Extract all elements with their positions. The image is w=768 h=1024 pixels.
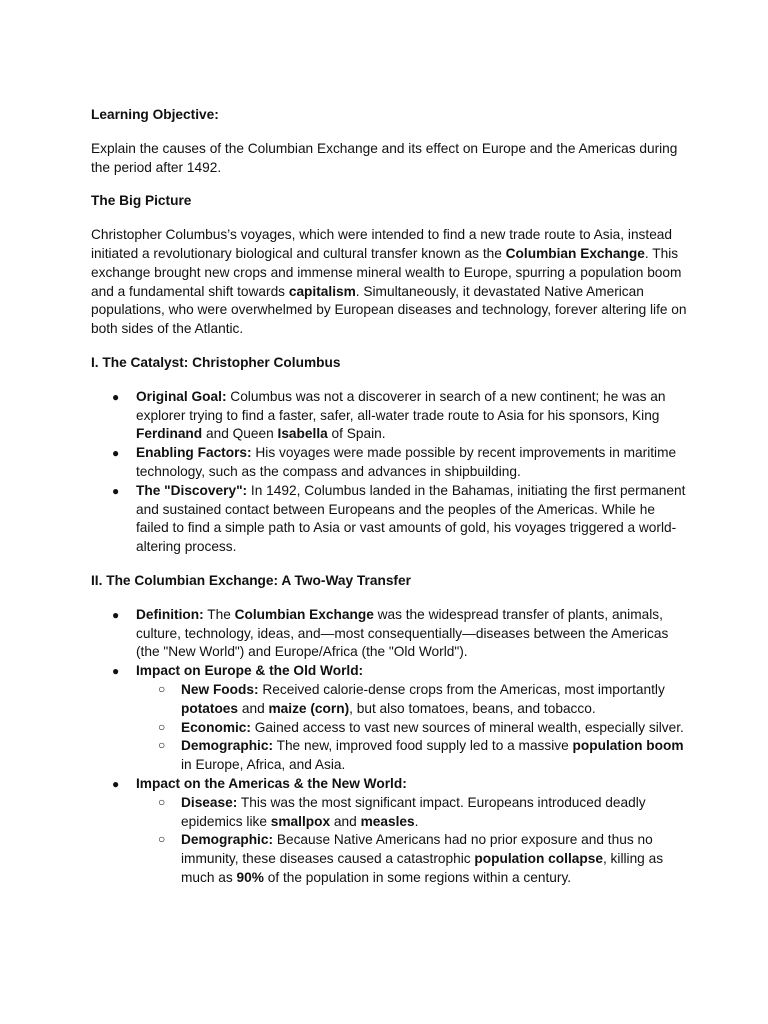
bullet-icon: ● (112, 483, 120, 498)
sublist-item-disease: ○ Disease: This was the most significant impact. Europeans introduced deadly epidemics like smallpox and measles. (158, 794, 646, 829)
section-catalyst-heading: I. The Catalyst: Christopher Columbus (91, 354, 341, 370)
bullet-icon: ● (112, 664, 120, 679)
sublist-item-demographic-americas: ○ Demographic: Because Native Americans had no prior exposure and thus no immunity, these diseases caused a catastrophic population collapse, killing as much as 90% of the population in some regions within a century. (158, 832, 664, 885)
hollow-bullet-icon: ○ (158, 681, 166, 696)
bullet-icon: ● (112, 446, 120, 461)
bullet-icon: ● (112, 776, 120, 791)
hollow-bullet-icon: ○ (158, 832, 166, 847)
sublist-item-new-foods: ○ New Foods: Received calorie-dense crops from the Americas, most importantly potatoes and maize (corn), but also tomatoes, beans, and tobacco. (158, 681, 665, 716)
europe-sublist (136, 681, 688, 775)
bullet-icon: ● (112, 389, 120, 404)
hollow-bullet-icon: ○ (158, 738, 166, 753)
exchange-list (91, 606, 688, 888)
learning-objective-heading: Learning Objective: (91, 107, 219, 122)
learning-objective-text: Explain the causes of the Columbian Exchange and its effect on Europe and the Americas during the period after 1492. (91, 140, 678, 175)
list-item-enabling-factors: ● Enabling Factors: His voyages were made possible by recent improvements in maritime technology, such as the compass and advances in shipbuilding. (112, 445, 677, 479)
section-exchange-heading: II. The Columbian Exchange: A Two-Way Transfer (91, 572, 411, 588)
big-picture-heading: The Big Picture (91, 193, 192, 209)
list-item-discovery: ● The "Discovery": In 1492, Columbus landed in the Bahamas, initiating the first permanent and sustained contact between Europeans and the peoples of the Americas. While he failed to find a simple path to Asia or vast amounts of gold, his voyages triggered a world-altering process. (112, 482, 686, 555)
list-item-original-goal: ● Original Goal: Columbus was not a discoverer in search of a new continent; he was an explorer trying to find a faster, safer, all-water trade route to Asia for his sponsors, King Ferdinand and Queen Isabella of Spain. (112, 388, 666, 442)
hollow-bullet-icon: ○ (158, 719, 166, 734)
list-item-impact-europe: ● Impact on Europe & the Old World: ○ New Foods: Received calorie-dense crops from the Americas, most importantly potatoes and maize (corn), but also tomatoes, beans, and tobacco. ○ Economic: Gained access to vast new sources of mineral wealth, especially silver. ○ Demographic: The new, improved food supply led to a massive population boom in Europe, Africa, and Asia. (91, 662, 688, 775)
americas-sublist (136, 794, 688, 888)
hollow-bullet-icon: ○ (158, 794, 166, 809)
catalyst-list (91, 388, 688, 557)
list-item-impact-americas: ● Impact on the Americas & the New World: ○ Disease: This was the most significant impact. Europeans introduced deadly epidemics like smallpox and measles. ○ Demographic: Because Native Americans had no prior exposure and thus no immunity, these diseases caused a catastrophic population collapse, killing as much as 90% of the population in some regions within a century. (91, 775, 688, 888)
big-picture-paragraph: Christopher Columbus’s voyages, which were intended to find a new trade route to Asia, instead initiated a revolutionary biological and cultural transfer known as the Columbian Exchange. This exchange brought new crops and immense mineral wealth to Europe, spurring a population boom and a fundamental shift towards capitalism. Simultaneously, it devastated Native American populations, who were overwhelmed by European diseases and technology, forever altering life on both sides of the Atlantic. (91, 227, 687, 337)
list-item-definition: ● Definition: The Columbian Exchange was the widespread transfer of plants, animals, culture, technology, ideas, and—most consequentially—diseases between the Americas (the "New World") and Europe/Africa (the "Old World"). (112, 606, 669, 660)
sublist-item-demographic-europe: ○ Demographic: The new, improved food supply led to a massive population boom in Europe, Africa, and Asia. (158, 738, 684, 773)
sublist-item-economic: ○ Economic: Gained access to vast new sources of mineral wealth, especially silver. (158, 719, 684, 735)
bullet-icon: ● (112, 607, 120, 622)
